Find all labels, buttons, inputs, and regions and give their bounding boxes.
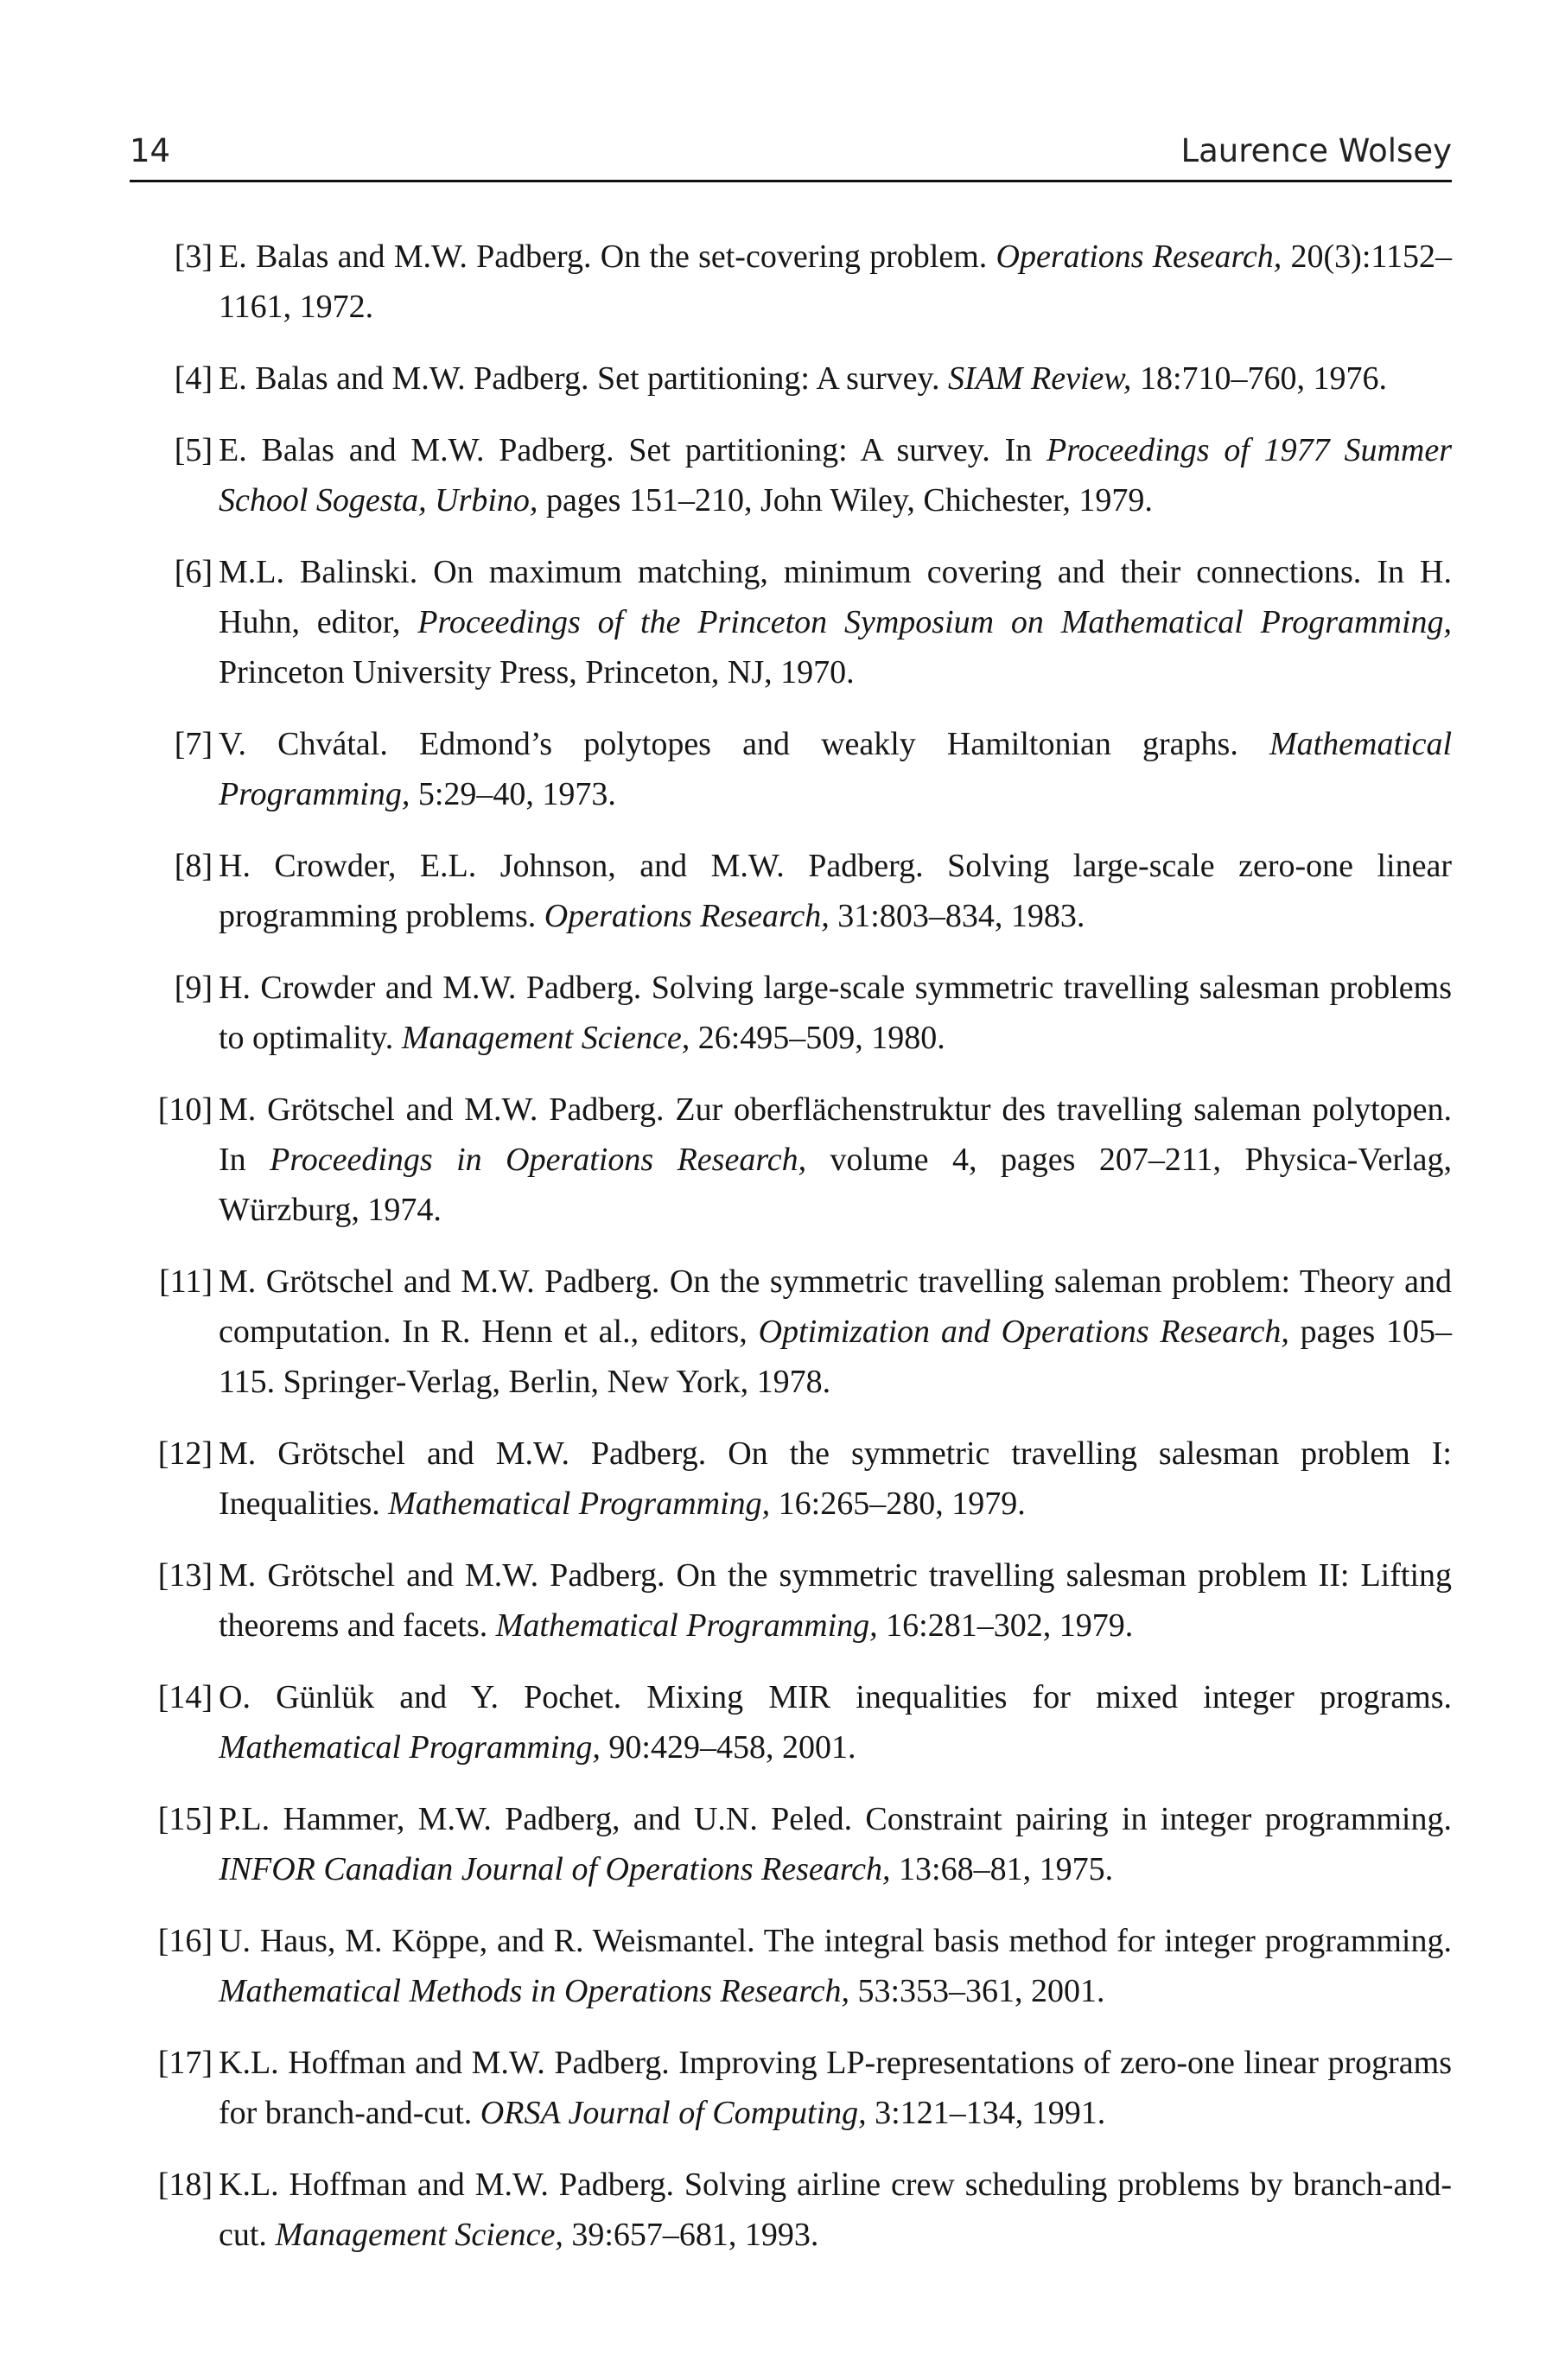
reference-number: [13] bbox=[157, 1557, 213, 1594]
reference-text-segment: M. Grötschel and M.W. Padberg. Zur oberflächenstruktur des travelling saleman polytopen. In bbox=[219, 1091, 1452, 1178]
reference-text bbox=[219, 2160, 1452, 2260]
reference-number: [8] bbox=[174, 848, 213, 884]
reference-number: [17] bbox=[157, 2045, 213, 2081]
reference-text-segment: M.L. Balinski. On maximum matching, minimum covering and their connections. In H. Huhn, editor, bbox=[219, 554, 1452, 640]
reference-text bbox=[219, 1429, 1452, 1529]
reference-item bbox=[130, 1916, 1452, 2016]
reference-text-segment: H. Crowder, E.L. Johnson, and M.W. Padberg. Solving large-scale zero-one linear programming problems. bbox=[219, 848, 1452, 934]
reference-item bbox=[130, 1550, 1452, 1651]
reference-item bbox=[130, 547, 1452, 697]
reference-item bbox=[130, 2038, 1452, 2138]
reference-item bbox=[130, 719, 1452, 819]
reference-number: [7] bbox=[174, 726, 213, 762]
running-head-author: Laurence Wolsey bbox=[1180, 132, 1452, 169]
reference-list bbox=[130, 232, 1452, 2260]
reference-number: [18] bbox=[157, 2167, 213, 2203]
reference-text-segment: V. Chvátal. Edmond’s polytopes and weakly Hamiltonian graphs. bbox=[219, 726, 1269, 762]
reference-text bbox=[219, 547, 1452, 697]
reference-source-title: Proceedings of the Princeton Symposium on Mathematical Programming, bbox=[417, 604, 1452, 640]
reference-text bbox=[219, 963, 1452, 1063]
reference-text-segment: K.L. Hoffman and M.W. Padberg. Solving airline crew scheduling problems by branch-and-cut. bbox=[219, 2167, 1452, 2253]
reference-text-segment: 53:353–361, 2001. bbox=[849, 1973, 1105, 2009]
reference-text-segment: 26:495–509, 1980. bbox=[690, 1020, 945, 1056]
reference-text-segment: K.L. Hoffman and M.W. Padberg. Improving LP-representations of zero-one linear programs for branch-and-cut. bbox=[219, 2045, 1452, 2131]
reference-number: [9] bbox=[174, 970, 213, 1006]
reference-text bbox=[219, 1257, 1452, 1407]
reference-item bbox=[130, 425, 1452, 525]
reference-text-segment: 31:803–834, 1983. bbox=[829, 898, 1085, 934]
reference-number: [5] bbox=[174, 432, 213, 468]
reference-text bbox=[219, 1672, 1452, 1772]
reference-source-title: Mathematical Programming, bbox=[495, 1607, 878, 1644]
reference-text bbox=[219, 1916, 1452, 2016]
reference-number: [3] bbox=[174, 239, 213, 275]
reference-item bbox=[130, 353, 1452, 404]
reference-text bbox=[219, 353, 1452, 404]
reference-source-title: SIAM Review, bbox=[948, 360, 1132, 397]
reference-text bbox=[219, 232, 1452, 332]
reference-number: [14] bbox=[157, 1679, 213, 1715]
reference-text-segment: E. Balas and M.W. Padberg. On the set-covering problem. bbox=[219, 239, 996, 275]
reference-number: [15] bbox=[157, 1801, 213, 1837]
reference-text bbox=[219, 1794, 1452, 1894]
reference-text-segment: 20(3):1152–1161, 1972. bbox=[219, 239, 1452, 325]
reference-text-segment: 39:657–681, 1993. bbox=[563, 2217, 819, 2253]
reference-source-title: Proceedings of 1977 Summer School Sogesta, Urbino, bbox=[219, 432, 1452, 519]
reference-source-title: Mathematical Methods in Operations Research, bbox=[219, 1973, 849, 2009]
reference-text bbox=[219, 719, 1452, 819]
reference-source-title: Operations Research, bbox=[996, 239, 1282, 275]
reference-source-title: Management Science, bbox=[401, 1020, 690, 1056]
reference-number: [16] bbox=[157, 1923, 213, 1959]
reference-source-title: Management Science, bbox=[275, 2217, 563, 2253]
reference-text-segment: 18:710–760, 1976. bbox=[1131, 360, 1387, 397]
reference-item bbox=[130, 841, 1452, 941]
reference-text-segment: pages 105–115. Springer-Verlag, Berlin, New York, 1978. bbox=[219, 1314, 1452, 1400]
reference-text-segment: pages 151–210, John Wiley, Chichester, 1979. bbox=[538, 482, 1153, 519]
reference-text-segment: U. Haus, M. Köppe, and R. Weismantel. The integral basis method for integer programming. bbox=[219, 1923, 1452, 1959]
reference-text bbox=[219, 1550, 1452, 1651]
reference-item bbox=[130, 232, 1452, 332]
reference-item bbox=[130, 1672, 1452, 1772]
reference-number: [12] bbox=[157, 1435, 213, 1472]
reference-text-segment: 13:68–81, 1975. bbox=[890, 1851, 1114, 1887]
reference-item bbox=[130, 1794, 1452, 1894]
reference-item bbox=[130, 1257, 1452, 1407]
reference-text-segment: 16:265–280, 1979. bbox=[770, 1486, 1026, 1522]
reference-text-segment: 5:29–40, 1973. bbox=[410, 776, 616, 812]
reference-text-segment: H. Crowder and M.W. Padberg. Solving large-scale symmetric travelling salesman problems to optimality. bbox=[219, 970, 1452, 1056]
reference-text bbox=[219, 841, 1452, 941]
reference-text-segment: E. Balas and M.W. Padberg. Set partitioning: A survey. bbox=[219, 360, 949, 397]
reference-text bbox=[219, 1085, 1452, 1235]
reference-text-segment: 16:281–302, 1979. bbox=[877, 1607, 1134, 1644]
reference-item bbox=[130, 1085, 1452, 1235]
reference-source-title: Mathematical Programming, bbox=[219, 1729, 601, 1766]
reference-source-title: Proceedings in Operations Research, bbox=[270, 1142, 807, 1178]
reference-text-segment: volume 4, pages 207–211, Physica-Verlag, Würzburg, 1974. bbox=[219, 1142, 1453, 1228]
reference-text-segment: 90:429–458, 2001. bbox=[600, 1729, 856, 1766]
reference-text-segment: O. Günlük and Y. Pochet. Mixing MIR inequalities for mixed integer programs. bbox=[219, 1679, 1452, 1715]
reference-item bbox=[130, 1429, 1452, 1529]
page-header bbox=[130, 128, 1452, 182]
reference-item bbox=[130, 963, 1452, 1063]
reference-source-title: Mathematical Programming, bbox=[388, 1486, 771, 1522]
reference-text bbox=[219, 2038, 1452, 2138]
reference-number: [11] bbox=[159, 1263, 213, 1300]
reference-source-title: INFOR Canadian Journal of Operations Research, bbox=[219, 1851, 891, 1887]
reference-text-segment: M. Grötschel and M.W. Padberg. On the symmetric travelling salesman problem II: Lifting theorems and facets. bbox=[219, 1557, 1452, 1644]
reference-source-title: Optimization and Operations Research, bbox=[758, 1314, 1289, 1350]
reference-source-title: Operations Research, bbox=[544, 898, 830, 934]
reference-number: [4] bbox=[174, 360, 213, 397]
reference-source-title: ORSA Journal of Computing, bbox=[480, 2095, 867, 2131]
reference-number: [10] bbox=[157, 1091, 213, 1128]
reference-source-title: Mathematical Programming, bbox=[219, 726, 1452, 812]
reference-text bbox=[219, 425, 1452, 525]
reference-text-segment: E. Balas and M.W. Padberg. Set partitioning: A survey. In bbox=[219, 432, 1047, 468]
reference-number: [6] bbox=[174, 554, 213, 590]
reference-text-segment: M. Grötschel and M.W. Padberg. On the symmetric travelling salesman problem I: Inequalities. bbox=[219, 1435, 1452, 1522]
page-number: 14 bbox=[130, 132, 171, 169]
reference-text-segment: Princeton University Press, Princeton, NJ, 1970. bbox=[219, 654, 855, 690]
reference-text-segment: P.L. Hammer, M.W. Padberg, and U.N. Peled. Constraint pairing in integer programming. bbox=[219, 1801, 1452, 1837]
reference-text-segment: M. Grötschel and M.W. Padberg. On the symmetric travelling saleman problem: Theory and computation. In R. Henn et al., editors, bbox=[219, 1263, 1452, 1350]
reference-text-segment: 3:121–134, 1991. bbox=[866, 2095, 1106, 2131]
reference-item bbox=[130, 2160, 1452, 2260]
